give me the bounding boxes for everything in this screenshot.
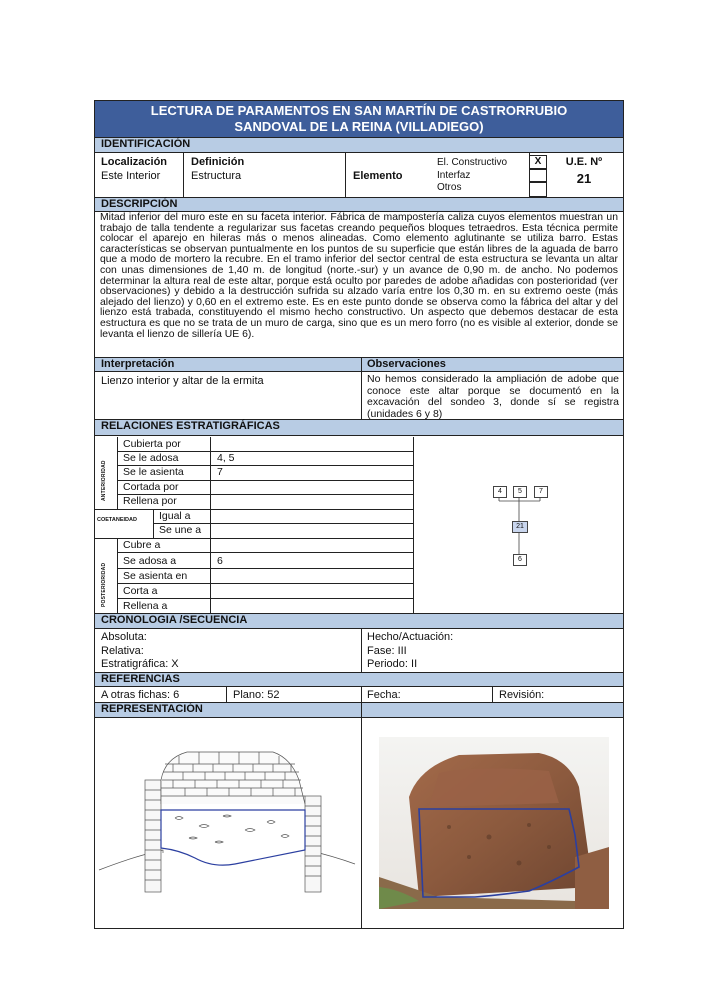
- representacion-header: REPRESENTACIÓN: [95, 702, 623, 718]
- descripcion-header: DESCRIPCIÓN: [95, 197, 623, 212]
- option-interfaz: Interfaz: [437, 169, 471, 181]
- cronologia-left: [101, 631, 179, 672]
- rel-corta-a-label: Corta a: [123, 585, 158, 597]
- ue-label: U.E. Nº: [565, 156, 603, 168]
- referencias-row: [95, 687, 623, 702]
- option-otros: Otros: [437, 182, 462, 193]
- group-coetaneidad: COETANEIDAD: [97, 517, 137, 523]
- record-sheet: [94, 100, 624, 929]
- definicion-label: Definición: [191, 156, 245, 168]
- group-posterioridad: POSTERIORIDAD: [101, 562, 107, 607]
- rel-se-adosa-a-value: 6: [217, 555, 223, 567]
- cronologia-hecho: Hecho/Actuación:: [367, 631, 454, 643]
- cronologia-estratigrafica: Estratigráfica: X: [101, 658, 179, 670]
- observaciones-header: Observaciones: [367, 358, 446, 370]
- matrix-unit-4: 4: [493, 486, 507, 498]
- elemento-label: Elemento: [353, 170, 403, 182]
- matrix-unit-7: 7: [534, 486, 548, 498]
- title-line-1: LECTURA DE PARAMENTOS EN SAN MARTÍN DE CASTRORRUBIO: [150, 103, 568, 118]
- rel-se-adosa-a-label: Se adosa a: [123, 555, 177, 567]
- elevation-drawing: [95, 718, 361, 928]
- option-constructivo: El. Constructivo: [437, 157, 508, 168]
- rel-rellena-a-label: Rellena a: [123, 600, 168, 612]
- definicion-value: Estructura: [191, 170, 242, 182]
- ref-plano: Plano: 52: [233, 689, 280, 701]
- cronologia-relativa: Relativa:: [101, 644, 144, 657]
- relaciones-table: [95, 437, 413, 613]
- referencias-header: REFERENCIAS: [95, 672, 623, 687]
- relaciones-header: RELACIONES ESTRATIGRÁFICAS: [95, 419, 623, 436]
- rel-cubre-a-label: Cubre a: [123, 539, 161, 551]
- cronologia-header: CRONOLOGIA /SECUENCIA: [95, 613, 623, 629]
- title-line-2: SANDOVAL DE LA REINA (VILLADIEGO): [234, 119, 484, 134]
- ref-fecha: Fecha:: [367, 689, 401, 701]
- ref-otras-fichas: A otras fichas: 6: [101, 689, 180, 701]
- elemento-options: [437, 157, 507, 195]
- cronologia-periodo: Periodo: II: [367, 658, 418, 670]
- cronologia-fase: Fase: III: [367, 644, 407, 657]
- rel-se-asienta-en-label: Se asienta en: [123, 570, 188, 582]
- rel-igual-a-label: Igual a: [159, 510, 191, 522]
- interpretacion-header: Interpretación: [101, 358, 175, 370]
- identificacion-row: [95, 153, 623, 197]
- rel-se-le-adosa-value: 4, 5: [217, 452, 235, 464]
- cronologia-absoluta: Absoluta:: [101, 631, 147, 643]
- ue-value: 21: [576, 171, 592, 186]
- sheet-title: [95, 101, 623, 137]
- observaciones-value: No hemos considerado la ampliación de adobe que conoce este altar porque se documentó en la excavación del sondeo 3, donde sí se registra (unidades 6 y 8): [367, 373, 619, 420]
- rel-cortada-por-label: Cortada por: [123, 481, 179, 493]
- matrix-unit-21: 21: [512, 521, 528, 533]
- rel-se-une-a-label: Se une a: [159, 524, 202, 536]
- checkbox-constructivo[interactable]: X: [529, 155, 547, 170]
- localizacion-label: Localización: [101, 156, 168, 168]
- harris-matrix: [413, 437, 623, 613]
- rel-se-le-asienta-value: 7: [217, 466, 223, 478]
- rel-se-le-adosa-label: Se le adosa: [123, 452, 179, 464]
- interpretacion-band: [95, 357, 623, 372]
- cronologia-right: [367, 631, 453, 672]
- descripcion-text: Mitad inferior del muro este en su faceta interior. Fábrica de mampostería caliza cuyos elementos muestran un trabajo de talla tendente a regularizar sus facetas creando pequeños bloques tetraedros. Esta técnica permite colocar el aparejo en hileras más o menos alineadas. Como elemento aglutinante se utiliza barro. Estas características se observan puntualmente en los puntos de su superficie que están libres de la aguada de barro que a modo de mortero la recubre. En el tramo inferior del sector central de esta estructura se levanta un altar con unas dimensiones de 1,40 m. de longitud (norte.-sur) y un avance de 0,90 m. de ancho. No podemos determinar la altura real de este altar, porque está oculto por paredes de adobe añadidas con posterioridad (ver observaciones) y debido a la destrucción sufrida su alzado varía entre los 0,30 m. en su extremo oeste (más alejado del lienzo) y 0,60 en el extremo este. Es en este punto donde se observa como la fábrica del altar y del lienzo está trabada, constituyendo el mismo hecho constructivo. Un aspecto que debemos destacar de esta estructura es que no se trata de un muro de carga, sino que es un mero forro (no es visible al exterior, donde se levanta el lienzo de sillería UE 6).: [100, 212, 618, 340]
- matrix-unit-6: 6: [513, 554, 527, 566]
- rel-cubierta-por-label: Cubierta por: [123, 438, 181, 450]
- interpretacion-value: Lienzo interior y altar de la ermita: [101, 375, 264, 387]
- group-anterioridad: ANTERIORIDAD: [101, 460, 107, 501]
- ref-revision: Revisión:: [499, 689, 545, 701]
- wall-photograph: [379, 737, 609, 909]
- matrix-unit-5: 5: [513, 486, 527, 498]
- localizacion-value: Este Interior: [101, 170, 161, 182]
- rel-rellena-por-label: Rellena por: [123, 495, 177, 507]
- rel-se-le-asienta-label: Se le asienta: [123, 466, 184, 478]
- identificacion-header: IDENTIFICACIÓN: [95, 137, 623, 153]
